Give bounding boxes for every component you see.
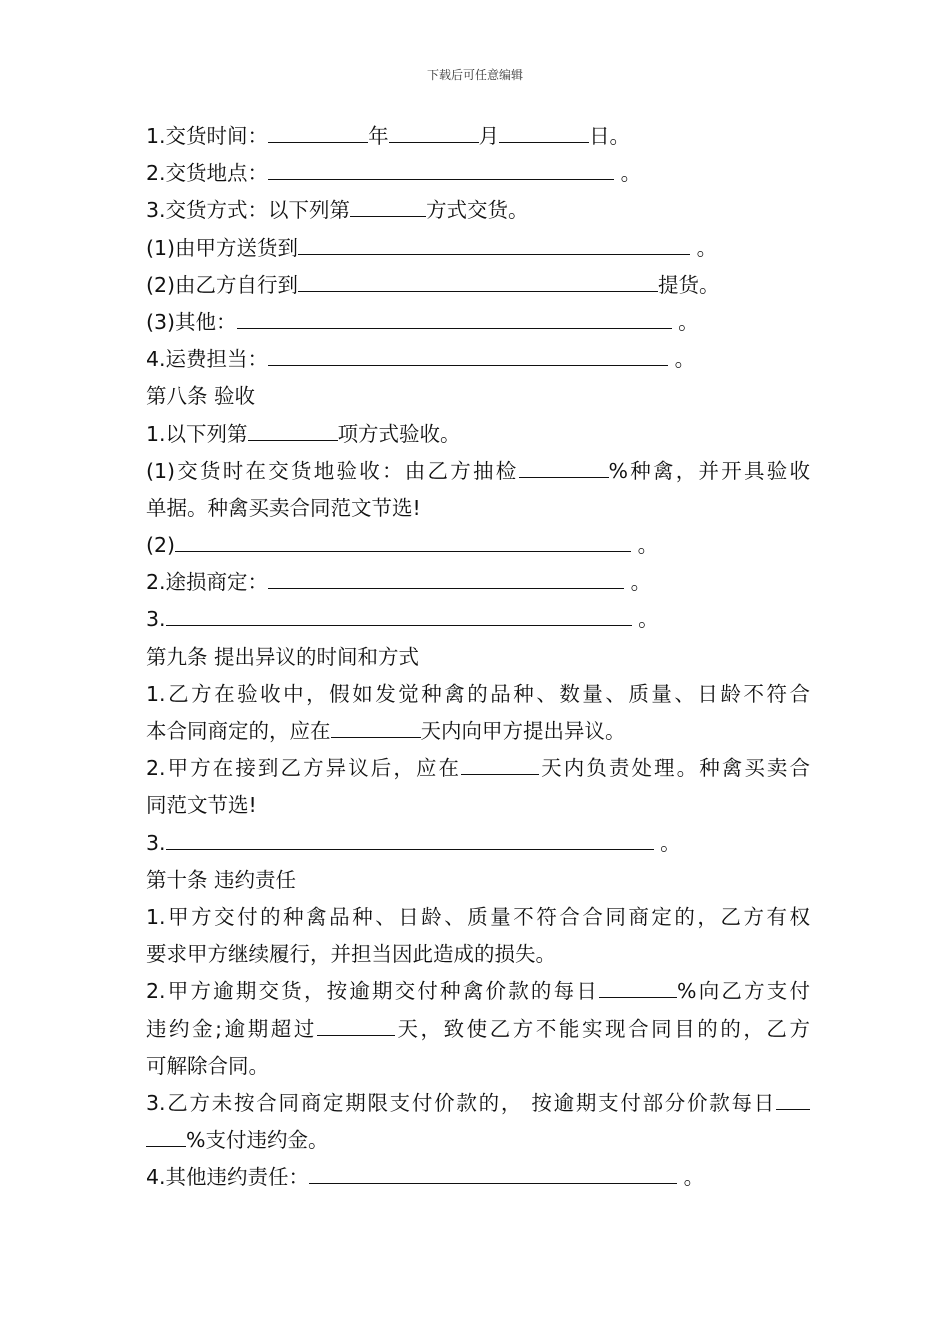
objection-1-cont-suffix: 天内向甲方提出异议。 xyxy=(420,719,626,743)
blank-objection-days xyxy=(331,713,421,738)
objection-3-line xyxy=(146,825,810,862)
objection-2-suffix: 天内负责处理。种禽买卖合 xyxy=(539,756,811,781)
liability-1-line xyxy=(146,899,810,936)
objection-2-cont: 同范文节选! xyxy=(146,793,257,818)
inspection-1-line xyxy=(146,453,810,490)
page-header: 下载后可任意编辑 xyxy=(426,68,523,82)
inspection-3-line xyxy=(146,601,810,638)
inspection-3-label: 3. xyxy=(146,607,166,632)
objection-1-cont-label: 本合同商定的，应在 xyxy=(146,719,331,743)
option-2-label: (2)由乙方自行到 xyxy=(146,272,299,297)
inspection-method-suffix: 项方式验收。 xyxy=(337,421,461,446)
month-label: 月 xyxy=(478,124,500,148)
blank-late-rate-a xyxy=(776,1085,810,1110)
day-label: 日。 xyxy=(589,124,631,148)
transit-loss-line xyxy=(146,564,810,601)
blank-option-3 xyxy=(237,304,672,329)
period: 。 xyxy=(637,533,659,558)
liability-2-cont2: 可解除合同。 xyxy=(146,1053,269,1078)
delivery-method-label: 3.交货方式：以下列第 xyxy=(146,198,351,223)
objection-3-label: 3. xyxy=(146,830,166,855)
blank-option-1 xyxy=(298,230,690,255)
pickup-label: 提货。 xyxy=(658,272,720,297)
period: 。 xyxy=(674,347,696,372)
section-9-heading: 第九条 提出异议的时间和方式 xyxy=(146,644,420,669)
objection-1-line xyxy=(146,676,810,713)
freight-line xyxy=(146,341,810,378)
blank-inspection-no xyxy=(248,416,338,441)
period: 。 xyxy=(638,607,659,632)
blank-late-rate-b xyxy=(146,1122,186,1147)
liability-2-cont-label: 违约金;逾期超过 xyxy=(146,1016,317,1041)
blank-transit-loss xyxy=(268,564,624,589)
blank-objection-3 xyxy=(166,825,654,850)
delivery-place-label: 2.交货地点： xyxy=(146,161,269,186)
inspection-1-cont: 单据。种禽买卖合同范文节选! xyxy=(146,495,421,520)
option-2-line xyxy=(146,267,810,304)
blank-handling-days xyxy=(461,750,539,775)
liability-2-label: 2.甲方逾期交货，按逾期交付种禽价款的每日 xyxy=(146,979,600,1004)
blank-freight xyxy=(268,341,668,366)
inspection-method-line xyxy=(146,416,810,453)
blank-inspection-3 xyxy=(166,601,632,626)
delivery-time-line xyxy=(146,118,810,155)
inspection-2-label: (2) xyxy=(146,533,176,558)
blank-method-no xyxy=(350,192,426,217)
freight-label: 4.运费担当： xyxy=(146,347,269,372)
delivery-method-suffix: 方式交货。 xyxy=(426,198,529,223)
blank-sample-percent xyxy=(519,453,609,478)
blank-option-2 xyxy=(298,267,658,292)
contract-body xyxy=(146,118,810,1196)
liability-4-label: 4.其他违约责任： xyxy=(146,1165,310,1190)
liability-1-text: 1.甲方交付的种禽品种、日龄、质量不符合合同商定的，乙方有权 xyxy=(146,904,810,929)
period: 。 xyxy=(620,161,642,186)
blank-day xyxy=(499,118,589,143)
blank-month xyxy=(389,118,479,143)
option-3-line xyxy=(146,304,810,341)
period: 。 xyxy=(683,1165,705,1190)
period: 。 xyxy=(678,309,699,334)
blank-daily-rate xyxy=(599,973,677,998)
option-1-line xyxy=(146,230,810,267)
objection-2-label: 2.甲方在接到乙方异议后，应在 xyxy=(146,756,462,781)
period: 。 xyxy=(696,235,718,260)
objection-1-cont xyxy=(146,713,810,750)
objection-2-line xyxy=(146,750,810,787)
period: 。 xyxy=(630,570,652,595)
inspection-1-suffix: %种禽，并开具验收 xyxy=(608,458,810,483)
option-1-label: (1)由甲方送货到 xyxy=(146,235,299,260)
inspection-method-label: 1.以下列第 xyxy=(146,421,248,446)
delivery-method-line xyxy=(146,192,810,229)
liability-4-line xyxy=(146,1159,810,1196)
blank-delivery-place xyxy=(268,155,614,180)
liability-3-label: 3.乙方未按合同商定期限支付价款的， 按逾期支付部分价款每日 xyxy=(146,1090,776,1115)
inspection-2-line xyxy=(146,527,810,564)
delivery-place-line xyxy=(146,155,810,192)
section-8-heading: 第八条 验收 xyxy=(146,384,256,409)
liability-1-cont: 要求甲方继续履行，并担当因此造成的损失。 xyxy=(146,942,556,967)
blank-year xyxy=(268,118,368,143)
liability-2-cont-suffix: 天，致使乙方不能实现合同目的的，乙方 xyxy=(394,1016,810,1041)
transit-loss-label: 2.途损商定： xyxy=(146,570,269,595)
year-label: 年 xyxy=(368,124,389,148)
inspection-1-label: (1)交货时在交货地验收：由乙方抽检 xyxy=(146,458,519,483)
period: 。 xyxy=(660,830,681,855)
section-10-heading: 第十条 违约责任 xyxy=(146,867,297,892)
blank-other-liability xyxy=(309,1159,677,1184)
blank-overdue-days xyxy=(317,1011,395,1036)
objection-1-text: 1.乙方在验收中，假如发觉种禽的品种、数量、质量、日龄不符合 xyxy=(146,681,810,706)
liability-3-cont xyxy=(146,1122,810,1159)
liability-2-line xyxy=(146,973,810,1010)
liability-2-cont xyxy=(146,1011,810,1048)
option-3-label: (3)其他： xyxy=(146,309,237,334)
liability-3-line xyxy=(146,1085,810,1122)
delivery-time-label: 1.交货时间： xyxy=(146,124,269,148)
liability-3-suffix: %支付违约金。 xyxy=(186,1128,329,1153)
blank-inspection-2 xyxy=(175,527,631,552)
liability-2-suffix: %向乙方支付 xyxy=(677,979,811,1004)
